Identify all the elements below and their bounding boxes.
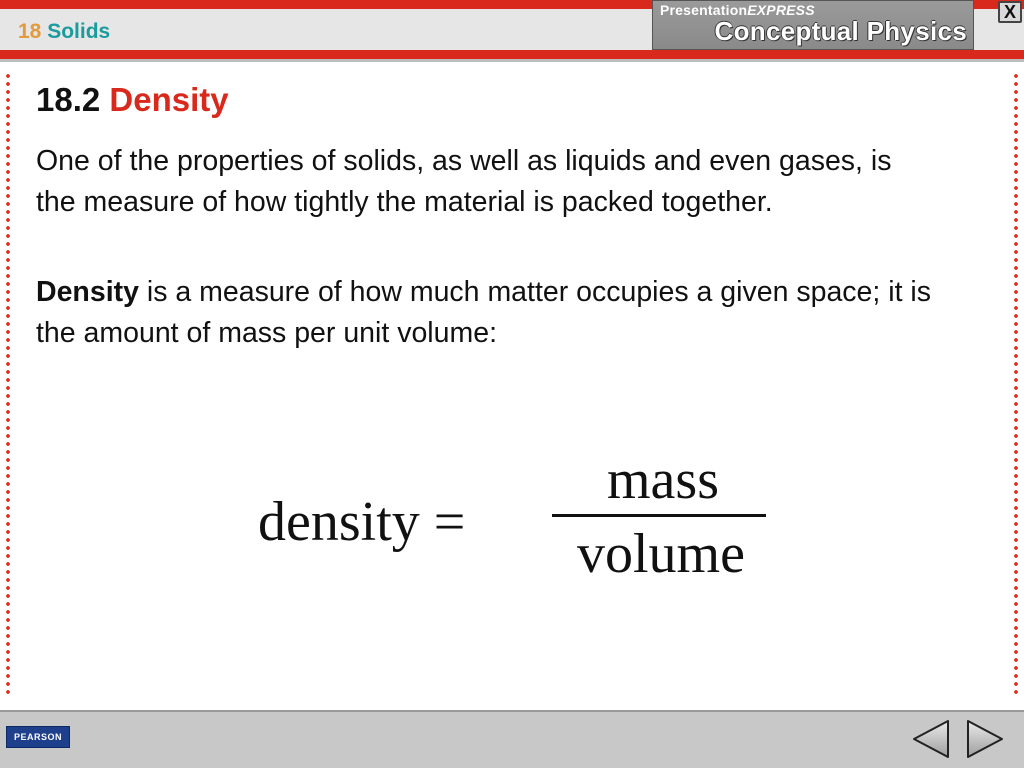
brand-title: Conceptual Physics <box>714 16 967 46</box>
chapter-number: 18 <box>18 20 42 43</box>
formula-lhs: density = <box>258 491 466 553</box>
pearson-logo: PEARSON <box>6 726 70 748</box>
right-dotted-border <box>1014 72 1018 696</box>
chapter-name: Solids <box>47 20 111 43</box>
brand-subtitle: PresentationEXPRESS <box>660 2 815 18</box>
formula-denominator: volume <box>577 523 745 585</box>
paragraph-properties: One of the properties of solids, as well as liquids and even gases, is the measure of how tightly the material is packed together. <box>36 145 892 218</box>
left-dotted-border <box>6 72 10 696</box>
brand-logo <box>652 0 974 50</box>
section-number: 18.2 <box>36 81 101 118</box>
definition-text: is a measure of how much matter occupies a given space; it is the amount of mass per unit volume: <box>36 276 931 349</box>
definition-term: Density <box>36 276 139 308</box>
header-divider <box>0 59 1024 62</box>
density-formula <box>258 450 778 590</box>
section-title: Density <box>109 81 229 118</box>
right-arrow-icon <box>966 719 1004 759</box>
slide-title <box>36 80 229 120</box>
left-arrow-icon <box>912 719 950 759</box>
formula-numerator: mass <box>607 449 719 511</box>
next-slide-button[interactable] <box>966 719 1004 759</box>
close-icon: X <box>1003 1 1016 22</box>
close-button[interactable] <box>998 1 1022 23</box>
paragraph-definition <box>36 272 936 354</box>
footer-bar <box>0 710 1024 768</box>
chapter-label <box>18 20 110 44</box>
fraction-bar <box>552 514 766 517</box>
header-bottom-stripe <box>0 50 1024 59</box>
previous-slide-button[interactable] <box>912 719 950 759</box>
